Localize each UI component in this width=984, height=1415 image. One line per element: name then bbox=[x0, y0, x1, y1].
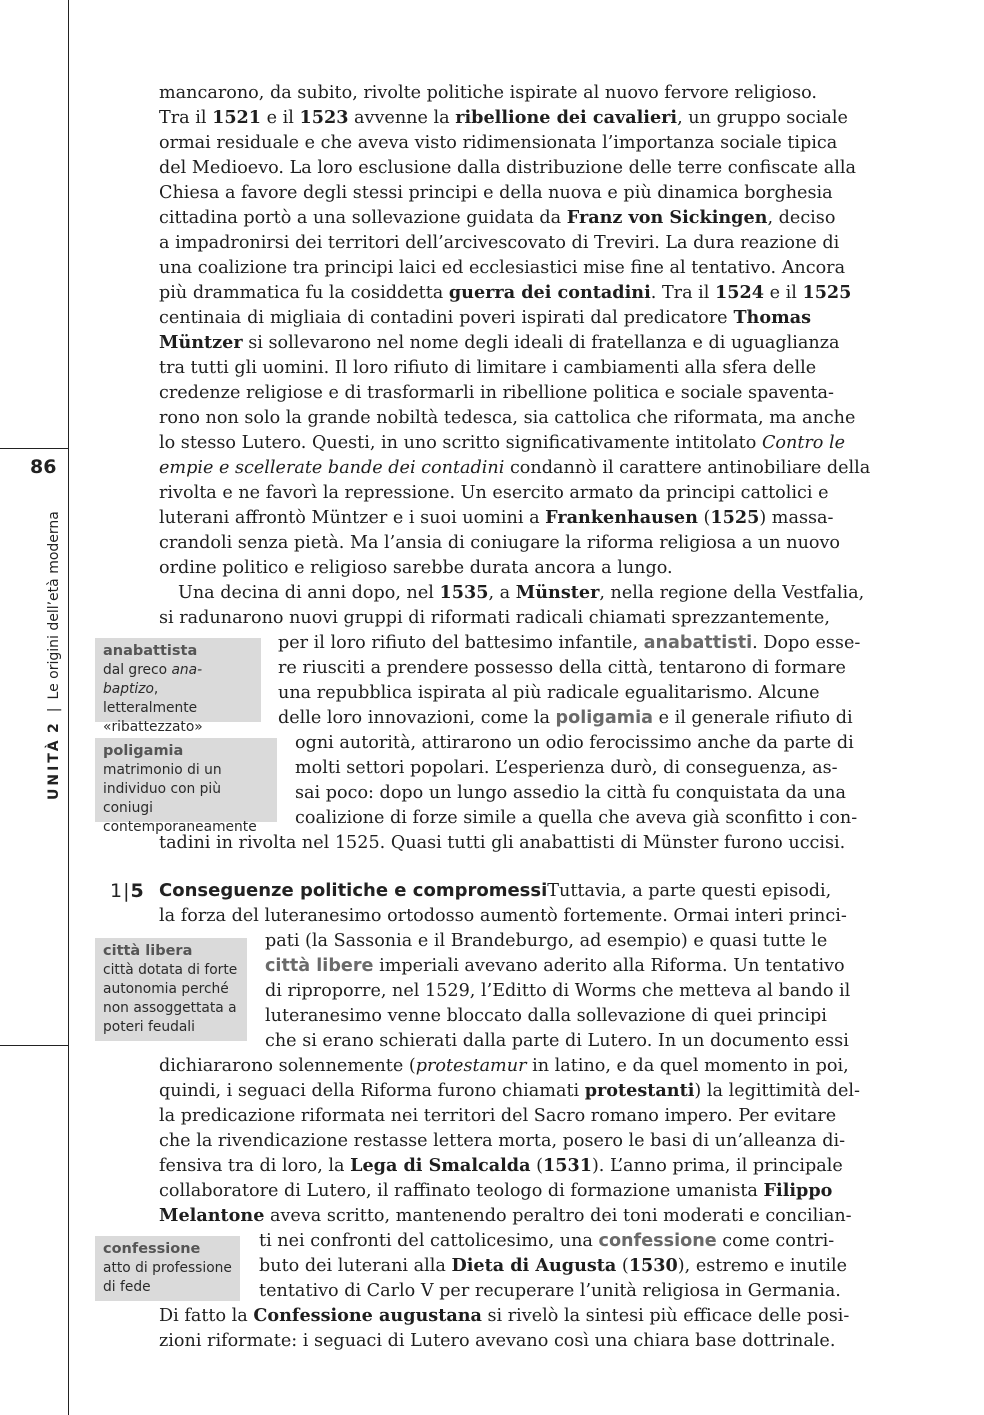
text-line: a impadronirsi dei territori dell’arcivescovato di Treviri. La dura reazione di bbox=[159, 233, 840, 253]
text-line: rono non solo la grande nobiltà tedesca, sia cattolica che riformata, ma anche bbox=[159, 408, 856, 428]
text-line: una coalizione tra principi laici ed ecclesiastici mise fine al tentativo. Ancora bbox=[159, 258, 846, 278]
text-line: che la rivendicazione restasse lettera morta, posero le basi di un’alleanza di- bbox=[159, 1131, 846, 1151]
text-line: ogni autorità, attirarono un odio ferocissimo anche da parte di bbox=[295, 733, 854, 753]
glossary-definition: di fede bbox=[103, 1279, 151, 1295]
glossary-anabattista bbox=[95, 638, 261, 735]
text-line: sai poco: dopo un lungo assedio la città fu conquistata da una bbox=[295, 783, 846, 803]
text-line: la predicazione riformata nei territori del Sacro romano impero. Per evitare bbox=[159, 1106, 837, 1126]
glossary-term: anabattista bbox=[103, 643, 198, 659]
text-line: Una decina di anni dopo, nel 1535, a Münster, nella regione della Vestfalia, bbox=[178, 582, 865, 603]
text-line: tadini in rivolta nel 1525. Quasi tutti gli anabattisti di Münster furono uccisi. bbox=[159, 833, 846, 853]
glossary-definition: autonomia perché bbox=[103, 981, 229, 997]
text-line: luteranesimo venne bloccato dalla sollevazione di quei principi bbox=[265, 1006, 827, 1026]
text-line: una repubblica ispirata al più radicale egualitarismo. Alcune bbox=[278, 683, 820, 703]
glossary-definition: individuo con più coniugi bbox=[103, 781, 221, 816]
text-line: Di fatto la Confessione augustana si rivelò la sintesi più efficace delle posi- bbox=[159, 1305, 850, 1326]
text-line: tentativo di Carlo V per recuperare l’unità religiosa in Germania. bbox=[259, 1281, 841, 1301]
text-line: pati (la Sassonia e il Brandeburgo, ad esempio) e quasi tutte le bbox=[265, 931, 828, 951]
text-line: zioni riformate: i seguaci di Lutero avevano così una chiara base dottrinale. bbox=[159, 1331, 836, 1351]
glossary-definition: atto di professione bbox=[103, 1260, 232, 1276]
text-line: ti nei confronti del cattolicesimo, una confessione come contri- bbox=[259, 1231, 835, 1251]
text-line: tra tutti gli uomini. Il loro rifiuto di limitare i cambiamenti alla sfera delle bbox=[159, 358, 817, 378]
section-number: 1|5 bbox=[110, 880, 144, 902]
text-line: città libere imperiali avevano aderito alla Riforma. Un tentativo bbox=[265, 956, 845, 976]
glossary-term: confessione bbox=[103, 1241, 201, 1257]
text-line: coalizione di forze simile a quella che aveva già sconfitto i con- bbox=[295, 808, 858, 828]
glossary-definition: dal greco ana-baptizo, bbox=[103, 662, 203, 697]
margin-rule bbox=[68, 0, 69, 1415]
glossary-definition: poteri feudali bbox=[103, 1019, 195, 1035]
text-line: di riproporre, nel 1529, l’Editto di Worms che metteva al bando il bbox=[265, 981, 851, 1001]
text-line: collaboratore di Lutero, il raffinato teologo di formazione umanista Filippo bbox=[159, 1180, 833, 1201]
text-line: quindi, i seguaci della Riforma furono chiamati protestanti) la legittimità del- bbox=[159, 1080, 860, 1101]
text-line: Tuttavia, a parte questi episodi, bbox=[547, 881, 832, 901]
text-line: rivolta e ne favorì la repressione. Un esercito armato da principi cattolici e bbox=[159, 483, 829, 503]
text-line: empie e scellerate bande dei contadini condannò il carattere antinobiliare della bbox=[159, 458, 871, 478]
text-line: del Medioevo. La loro esclusione dalla distribuzione delle terre confiscate alla bbox=[159, 158, 856, 178]
text-line: ormai residuale e che aveva visto ridimensionata l’importanza sociale tipica bbox=[159, 133, 838, 153]
text-line: crandoli senza pietà. Ma l’ansia di coniugare la riforma religiosa a un nuovo bbox=[159, 533, 841, 553]
margin-divider-bottom bbox=[0, 1045, 69, 1046]
text-line: per il loro rifiuto del battesimo infantile, anabattisti. Dopo esse- bbox=[278, 633, 861, 653]
glossary-definition: matrimonio di un bbox=[103, 762, 222, 778]
glossary-citta-libera bbox=[95, 938, 247, 1041]
text-line: buto dei luterani alla Dieta di Augusta (1530), estremo e inutile bbox=[259, 1255, 848, 1276]
page-number: 86 bbox=[30, 456, 57, 478]
text-line: Chiesa a favore degli stessi principi e della nuova e più dinamica borghesia bbox=[159, 183, 833, 203]
text-line: delle loro innovazioni, come la poligamia e il generale rifiuto di bbox=[278, 708, 853, 728]
glossary-definition: non assoggettata a bbox=[103, 1000, 237, 1016]
glossary-definition: contemporaneamente bbox=[103, 819, 257, 835]
unit-label: UNITÀ bbox=[46, 737, 62, 800]
text-line: lo stesso Lutero. Questi, in uno scritto significativamente intitolato Contro le bbox=[159, 433, 846, 453]
text-line: più drammatica fu la cosiddetta guerra dei contadini. Tra il 1524 e il 1525 bbox=[159, 282, 852, 303]
text-line: che si erano schierati dalla parte di Lutero. In un documento essi bbox=[265, 1031, 849, 1051]
text-line: fensiva tra di loro, la Lega di Smalcalda (1531). L’anno prima, il principale bbox=[159, 1155, 843, 1176]
glossary-confessione bbox=[95, 1236, 240, 1301]
margin-divider-top bbox=[0, 448, 69, 449]
text-line: molti settori popolari. L’esperienza durò, di conseguenza, as- bbox=[295, 758, 838, 778]
glossary-term: città libera bbox=[103, 943, 193, 959]
glossary-term: poligamia bbox=[103, 743, 184, 759]
text-line: Müntzer si sollevarono nel nome degli ideali di fratellanza e di uguaglianza bbox=[159, 332, 840, 353]
glossary-definition: letteralmente bbox=[103, 700, 198, 716]
glossary-poligamia bbox=[95, 738, 277, 835]
text-line: dichiararono solennemente (protestamur in latino, e da quel momento in poi, bbox=[159, 1056, 849, 1076]
unit-title: Le origini dell’età moderna bbox=[46, 511, 62, 700]
text-line: si radunarono nuovi gruppi di riformati radicali chiamati sprezzantemente, bbox=[159, 608, 830, 628]
unit-number: 2 bbox=[46, 720, 62, 733]
section-title: Conseguenze politiche e compromessi bbox=[159, 880, 548, 901]
text-line: credenze religiose e di trasformarli in ribellione politica e sociale spaventa- bbox=[159, 383, 834, 403]
text-line: luterani affrontò Müntzer e i suoi uomini a Frankenhausen (1525) massa- bbox=[159, 507, 834, 528]
text-line: Melantone aveva scritto, mantenendo peraltro dei toni moderati e concilian- bbox=[159, 1205, 852, 1226]
text-line: ordine politico e religioso sarebbe durata ancora a lungo. bbox=[159, 558, 673, 578]
text-line: centinaia di migliaia di contadini poveri ispirati dal predicatore Thomas bbox=[159, 307, 811, 328]
section-heading-line bbox=[159, 879, 832, 904]
text-line: re riusciti a prendere possesso della città, tentarono di formare bbox=[278, 658, 846, 678]
running-head: UNITÀ 2|Le origini dell’età moderna bbox=[46, 511, 62, 800]
text-line: cittadina portò a una sollevazione guidata da Franz von Sickingen, deciso bbox=[159, 207, 836, 228]
glossary-definition: «ribattezzato» bbox=[103, 719, 203, 735]
text-line: la forza del luteranesimo ortodosso aumentò fortemente. Ormai interi princi- bbox=[159, 906, 847, 926]
glossary-definition: città dotata di forte bbox=[103, 962, 238, 978]
text-line: Tra il 1521 e il 1523 avvenne la ribellione dei cavalieri, un gruppo sociale bbox=[159, 107, 848, 128]
text-line: mancarono, da subito, rivolte politiche ispirate al nuovo fervore religioso. bbox=[159, 83, 818, 103]
